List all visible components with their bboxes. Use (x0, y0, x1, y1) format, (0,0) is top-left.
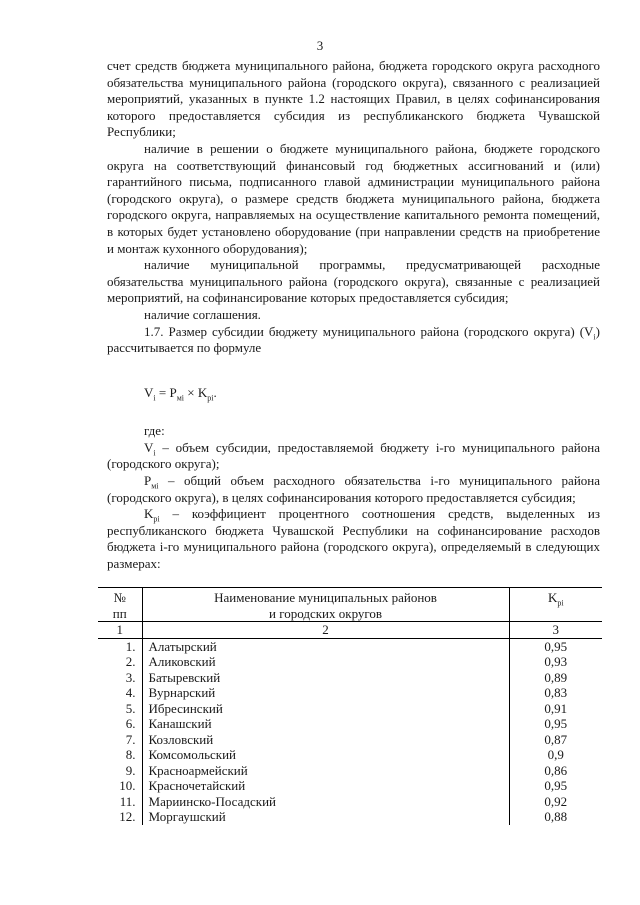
row-number: 3. (98, 670, 142, 686)
table-row (98, 716, 602, 732)
row-number: 4. (98, 685, 142, 701)
municipality-name: Моргаушский (142, 809, 509, 825)
table-row (98, 638, 602, 654)
coefficient-value: 0,92 (544, 793, 568, 809)
table-row (98, 794, 602, 810)
column-number-3: 3 (509, 622, 602, 639)
coefficient-value: 0,89 (544, 669, 568, 685)
paragraph-4: наличие соглашения. (144, 306, 261, 322)
table-row (98, 685, 602, 701)
municipality-name: Канашский (142, 716, 509, 732)
coefficient-value: 0,95 (544, 716, 568, 731)
municipality-name: Вурнарский (142, 685, 509, 701)
row-number: 12. (98, 809, 142, 825)
table-row (98, 670, 602, 686)
column-number-2: 2 (142, 622, 509, 639)
column-number-1: 1 (98, 622, 142, 639)
paragraph-2: наличие в решении о бюджете муниципального района, бюджете городского округа на соответствующий финансовый год бюджетных ассигнований и (или) гарантийного письма, подписанного главой администрации муниципального района (городского округа), о размере средств бюджета муниципального района, бюджета городского округа, направляемых на осуществление капитального ремонта помещений, в которых будет установлено оборудование (при направлении средств на приобретение и монтаж кухонного оборудования); (107, 140, 600, 256)
row-number: 8. (98, 747, 142, 763)
municipality-name: Аликовский (142, 654, 509, 670)
municipality-name: Ибресинский (142, 701, 509, 717)
header-number: № пп (98, 588, 142, 622)
header-coefficient: $K_{pi}$ (509, 588, 602, 622)
municipality-name: Батыревский (142, 670, 509, 686)
row-number: 10. (98, 778, 142, 794)
row-number: 9. (98, 763, 142, 779)
table-row (98, 732, 602, 748)
where-label: где: (144, 423, 165, 439)
municipality-name: Комсомольский (142, 747, 509, 763)
table-header-row (98, 588, 602, 622)
coefficient-value: 0,91 (544, 700, 568, 716)
table-row (98, 809, 602, 825)
coefficient-value: 0,83 (544, 685, 568, 700)
row-number: 11. (98, 794, 142, 810)
table-row (98, 701, 602, 717)
coefficient-value: 0,93 (544, 654, 568, 669)
paragraph-5: 1.7. Размер субсидии бюджету муниципального района (городского округа) $(V_i)$ рассчитывается по формуле (107, 323, 600, 356)
municipalities-table (98, 587, 602, 825)
municipality-name: Красноармейский (142, 763, 509, 779)
coefficient-value: 0,95 (544, 638, 568, 654)
municipality-name: Алатырский (142, 638, 509, 654)
table-row (98, 778, 602, 794)
table-row (98, 747, 602, 763)
header-name: Наименование муниципальных районов и городских округов (142, 588, 509, 622)
document-body (107, 58, 600, 573)
table-body (98, 638, 602, 825)
table-row (98, 763, 602, 779)
paragraph-3: наличие муниципальной программы, предусматривающей расходные обязательства муниципального района (городского округа), связанные с реализацией мероприятий, на софинансирование которых предоставляется субсидия; (107, 257, 600, 306)
row-number: 7. (98, 732, 142, 748)
page-number: 3 (316, 38, 324, 53)
coefficient-value: 0,95 (544, 778, 568, 793)
subsidy-formula: $V_i = P_{мi} \times K_{pi}$. (144, 384, 217, 403)
row-number: 1. (98, 638, 142, 654)
definition-v: $V_i$ – объем субсидии, предоставляемой бюджету i-го муниципального района (городского округа); (107, 439, 600, 472)
coefficient-value: 0,87 (544, 731, 568, 747)
definition-k: $K_{pi}$ – коэффициент процентного соотношения средств, выделенных из республиканского бюджета Чувашской Республики на софинансирование расходов бюджета i-го муниципального района (городского округа), определяемый в следующих размерах: (107, 506, 600, 572)
paragraph-1: счет средств бюджета муниципального района, бюджета городского округа расходного обязательства муниципального района (городского округа), связанного с реализацией мероприятий, указанных в пункте 1.2 настоящих Правил, в целях софинансирования которого предоставляется субсидия из республиканского бюджета Чувашской Республики; (107, 58, 600, 140)
definition-p: $P_{мi}$ – общий объем расходного обязательства i-го муниципального района (городского округа), в целях софинансирования которого предоставляется субсидия; (107, 473, 600, 505)
coefficient-value: 0,9 (547, 747, 564, 762)
row-number: 5. (98, 701, 142, 717)
municipality-name: Козловский (142, 732, 509, 748)
municipality-name: Мариинско-Посадский (142, 794, 509, 810)
table-row (98, 654, 602, 670)
coefficient-value: 0,86 (544, 762, 568, 778)
table-numbering-row (98, 622, 602, 639)
row-number: 2. (98, 654, 142, 670)
coefficient-value: 0,88 (544, 809, 568, 824)
municipality-name: Красночетайский (142, 778, 509, 794)
row-number: 6. (98, 716, 142, 732)
